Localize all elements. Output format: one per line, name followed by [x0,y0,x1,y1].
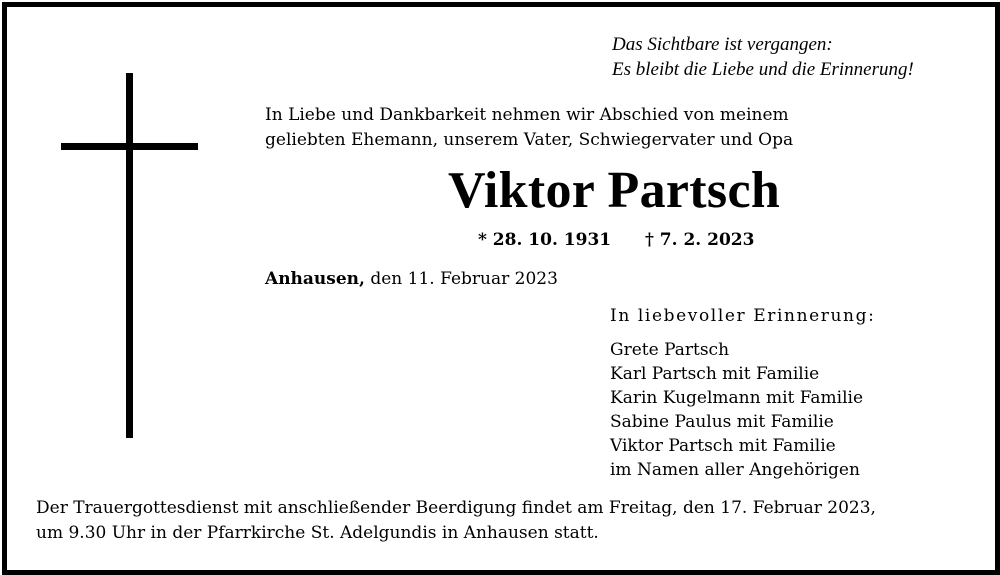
place-name: Anhausen, [265,269,365,289]
deceased-name: Viktor Partsch [448,162,781,219]
mourner-item: Viktor Partsch mit Familie [610,436,836,456]
mourner-item: Karl Partsch mit Familie [610,364,820,384]
cross-vertical-bar [126,73,133,438]
birth-date: * 28. 10. 1931 [478,230,612,250]
mourner-item: Sabine Paulus mit Familie [610,412,834,432]
service-line-2: um 9.30 Uhr in der Pfarrkirche St. Adelgundis in Anhausen statt. [36,523,599,543]
mourner-item: Karin Kugelmann mit Familie [610,388,864,408]
place-and-date [265,267,558,292]
mourners-heading: In liebevoller Erinnerung: [610,306,876,326]
mourners-list [610,304,875,482]
mourner-item: Grete Partsch [610,340,730,360]
cross-horizontal-bar [61,143,198,150]
notice-date: den 11. Februar 2023 [364,269,558,289]
service-line-1: Der Trauergottesdienst mit anschließender Beerdigung findet am Freitag, den 17. Februar 2023, [36,498,876,518]
motto-line-1: Das Sichtbare ist vergangen: [612,34,833,55]
farewell-intro [265,103,793,153]
intro-line-2: geliebten Ehemann, unserem Vater, Schwiegervater und Opa [265,130,794,150]
funeral-service-info [36,496,876,546]
motto-line-2: Es bleibt die Liebe und die Erinnerung! [612,59,914,80]
mourner-item: im Namen aller Angehörigen [610,460,860,480]
motto-quote [612,32,914,82]
death-date: † 7. 2. 2023 [645,230,755,250]
intro-line-1: In Liebe und Dankbarkeit nehmen wir Abschied von meinem [265,105,789,125]
